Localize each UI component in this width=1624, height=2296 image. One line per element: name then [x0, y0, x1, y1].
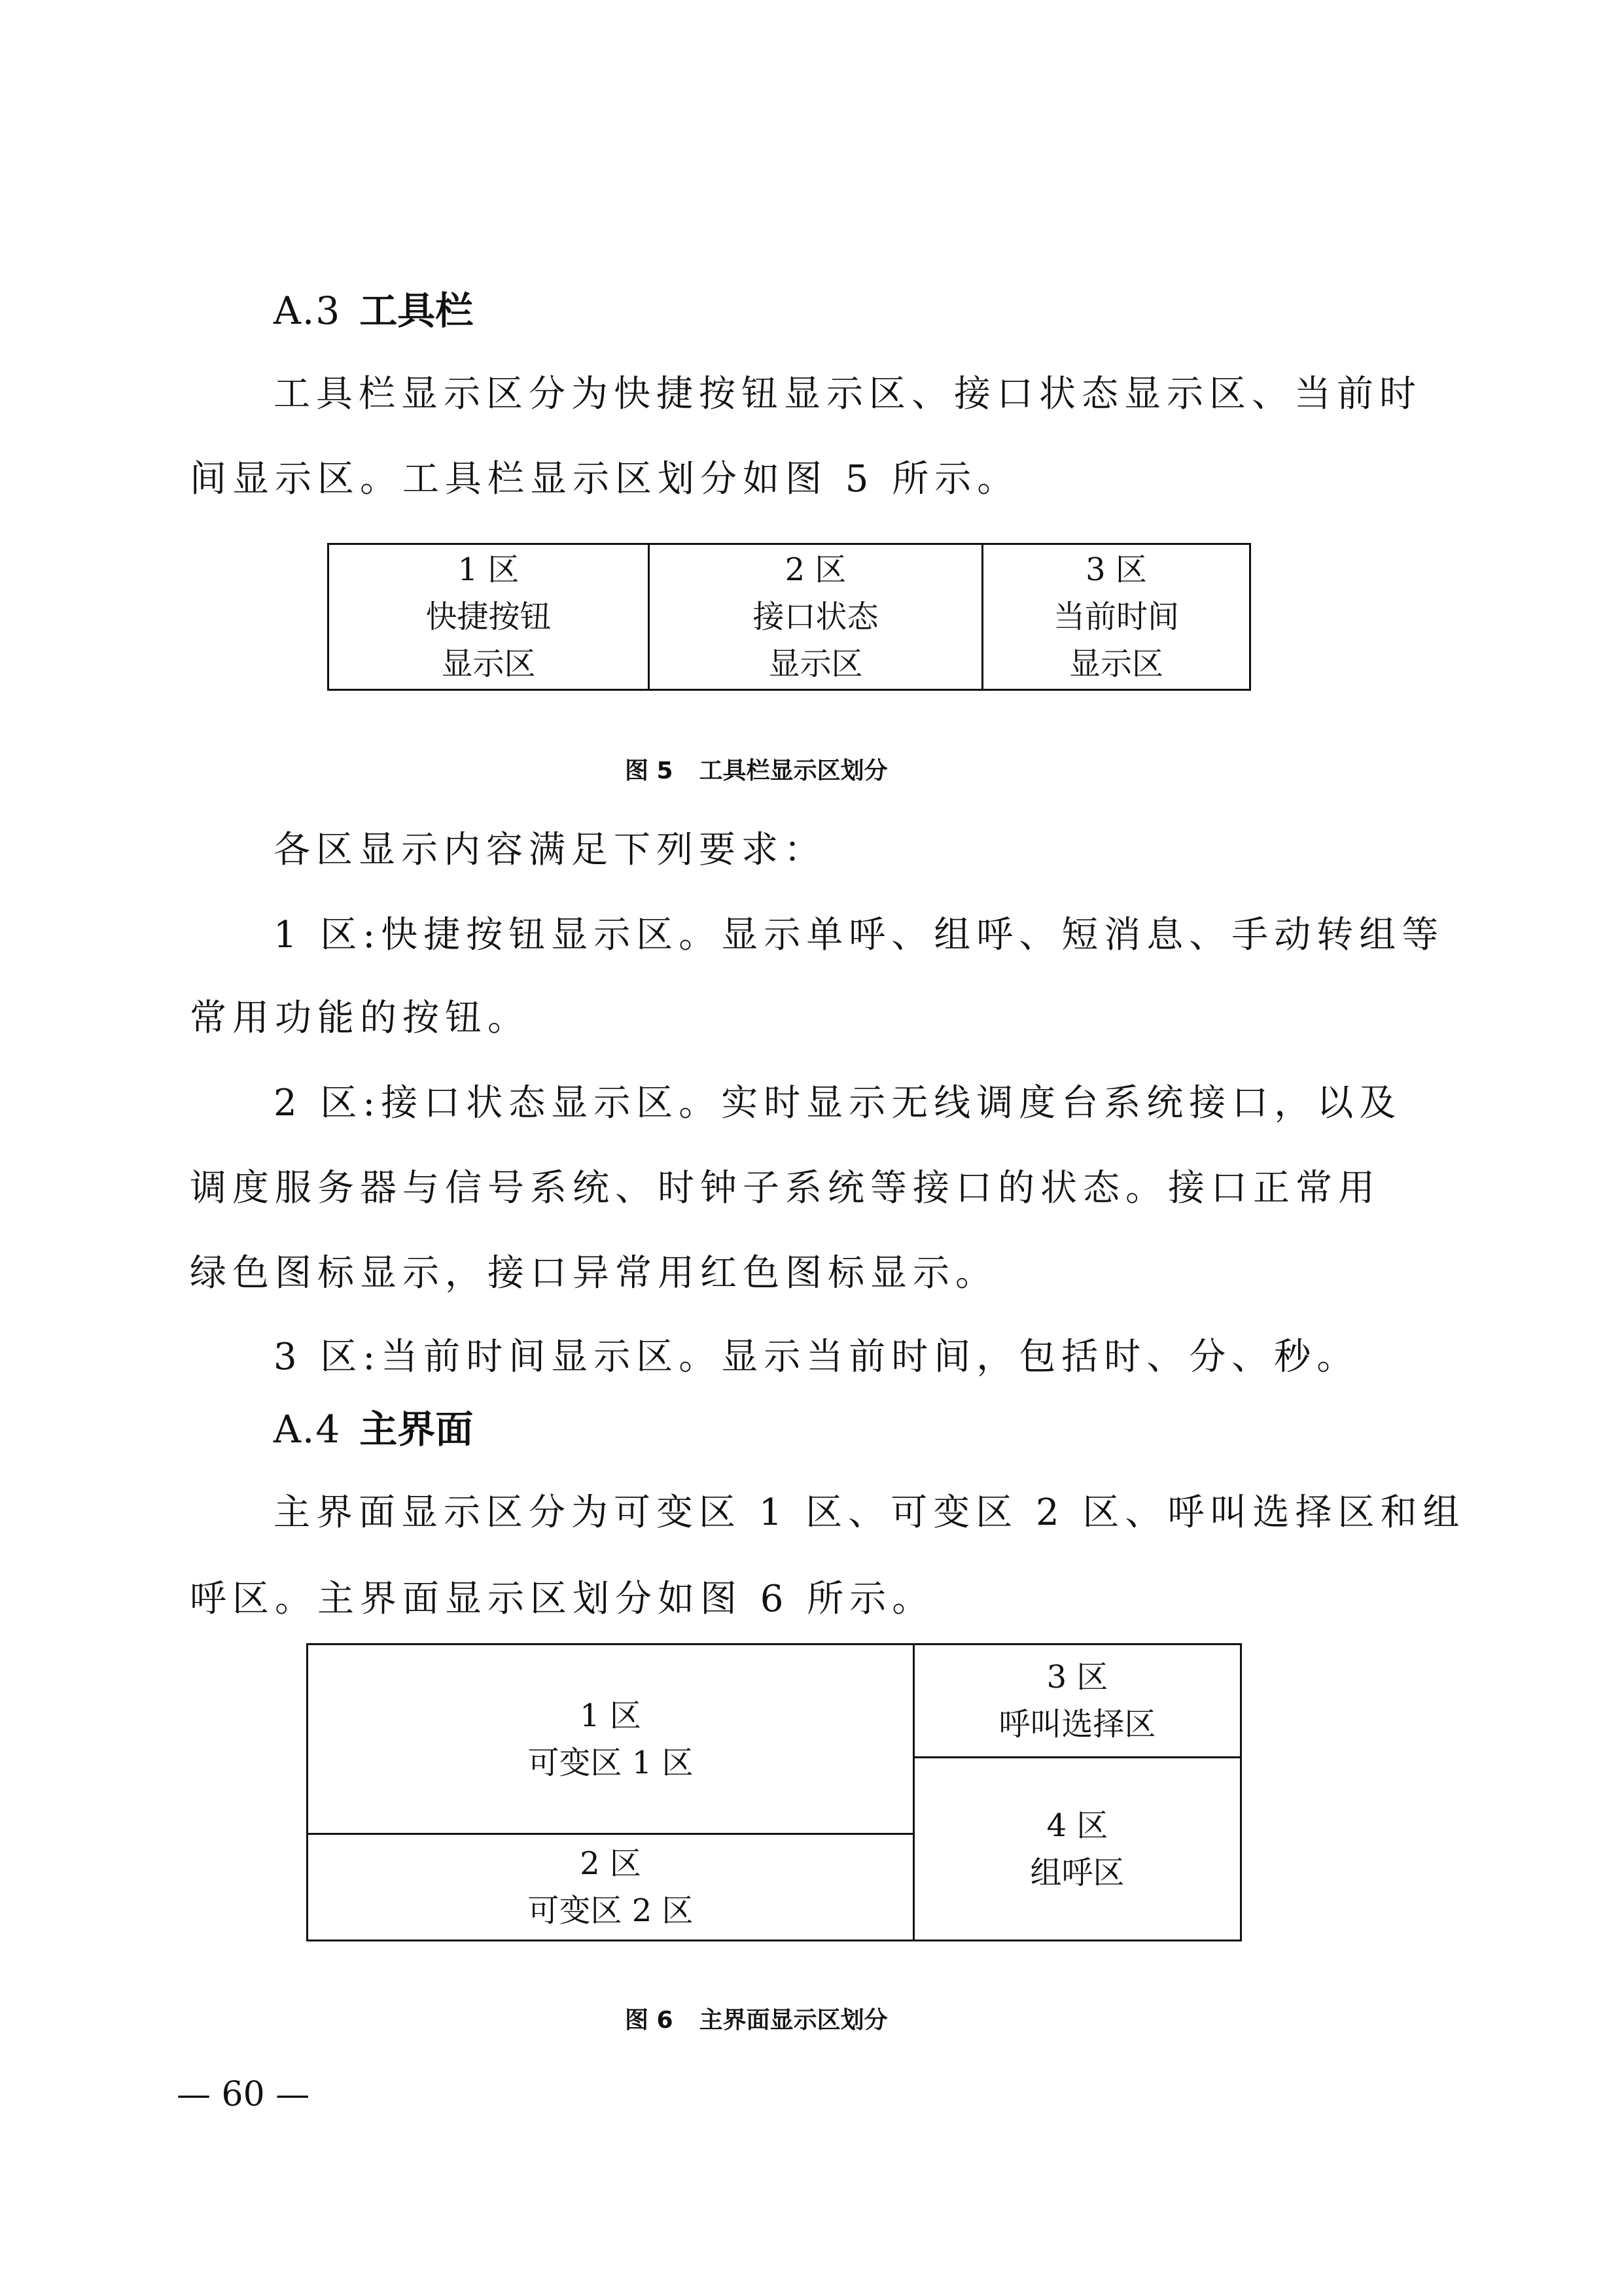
zone-name: 可变区 1 区	[527, 1744, 694, 1781]
zone-name: 呼叫选择区	[998, 1706, 1156, 1743]
zone-label: 2 区	[785, 551, 847, 588]
figure6-zone1	[308, 1645, 913, 1833]
caption-text: 主界面显示区划分	[699, 2007, 888, 2034]
paragraph-line: 2 区:接口状态显示区。实时显示无线调度台系统接口，以及	[274, 1082, 1402, 1124]
section-heading-a3	[274, 288, 473, 334]
zone-name: 当前时间	[1053, 599, 1179, 635]
figure6-diagram	[306, 1643, 1242, 1941]
section-title: 主界面	[359, 1407, 474, 1452]
zone-name: 组呼区	[1030, 1854, 1125, 1891]
zone-name: 快捷按钮	[425, 599, 552, 635]
paragraph-line: 3 区:当前时间显示区。显示当前时间，包括时、分、秒。	[274, 1336, 1360, 1378]
zone-suffix: 显示区	[768, 646, 863, 682]
zone-suffix: 显示区	[441, 646, 536, 682]
section-number: A.4	[274, 1407, 342, 1452]
section-title: 工具栏	[359, 288, 474, 333]
zone-label: 2 区	[580, 1845, 641, 1882]
zone-suffix: 显示区	[1068, 646, 1163, 682]
zone-label: 1 区	[580, 1697, 641, 1734]
section-heading-a4	[274, 1406, 473, 1452]
paragraph-line: 工具栏显示区分为快捷按钮显示区、接口状态显示区、当前时	[274, 373, 1422, 415]
figure5-zone3	[983, 545, 1249, 689]
zone-name: 接口状态	[752, 599, 879, 635]
caption-label: 图 6	[625, 2007, 673, 2034]
paragraph-line: 间显示区。工具栏显示区划分如图 5 所示。	[190, 458, 1020, 500]
zone-label: 1 区	[457, 551, 520, 588]
figure5-zone1	[329, 545, 648, 689]
zone-label: 3 区	[1046, 1659, 1108, 1696]
section-number: A.3	[274, 288, 342, 333]
paragraph-line: 呼区。主界面显示区划分如图 6 所示。	[190, 1578, 935, 1620]
paragraph-line: 各区显示内容满足下列要求：	[274, 829, 826, 871]
caption-label: 图 5	[625, 757, 673, 784]
figure6-caption	[625, 2002, 888, 2035]
paragraph-line: 1 区:快捷按钮显示区。显示单呼、组呼、短消息、手动转组等	[274, 914, 1445, 956]
caption-text: 工具栏显示区划分	[699, 757, 888, 784]
figure5-zone2	[650, 545, 981, 689]
zone-label: 4 区	[1046, 1807, 1108, 1844]
figure5-diagram	[327, 543, 1251, 691]
page-number: — 60 —	[177, 2075, 310, 2114]
paragraph-line: 主界面显示区分为可变区 1 区、可变区 2 区、呼叫选择区和组	[274, 1491, 1466, 1534]
figure6-zone4	[915, 1758, 1240, 1939]
paragraph-line: 常用功能的按钮。	[190, 997, 530, 1039]
zone-label: 3 区	[1086, 551, 1147, 588]
paragraph-line: 绿色图标显示，接口异常用红色图标显示。	[190, 1252, 998, 1295]
paragraph-line: 调度服务器与信号系统、时钟子系统等接口的状态。接口正常用	[190, 1167, 1381, 1209]
figure5-caption	[625, 752, 888, 786]
figure6-zone3	[915, 1645, 1240, 1756]
figure6-zone2	[308, 1835, 913, 1939]
zone-name: 可变区 2 区	[527, 1892, 694, 1929]
